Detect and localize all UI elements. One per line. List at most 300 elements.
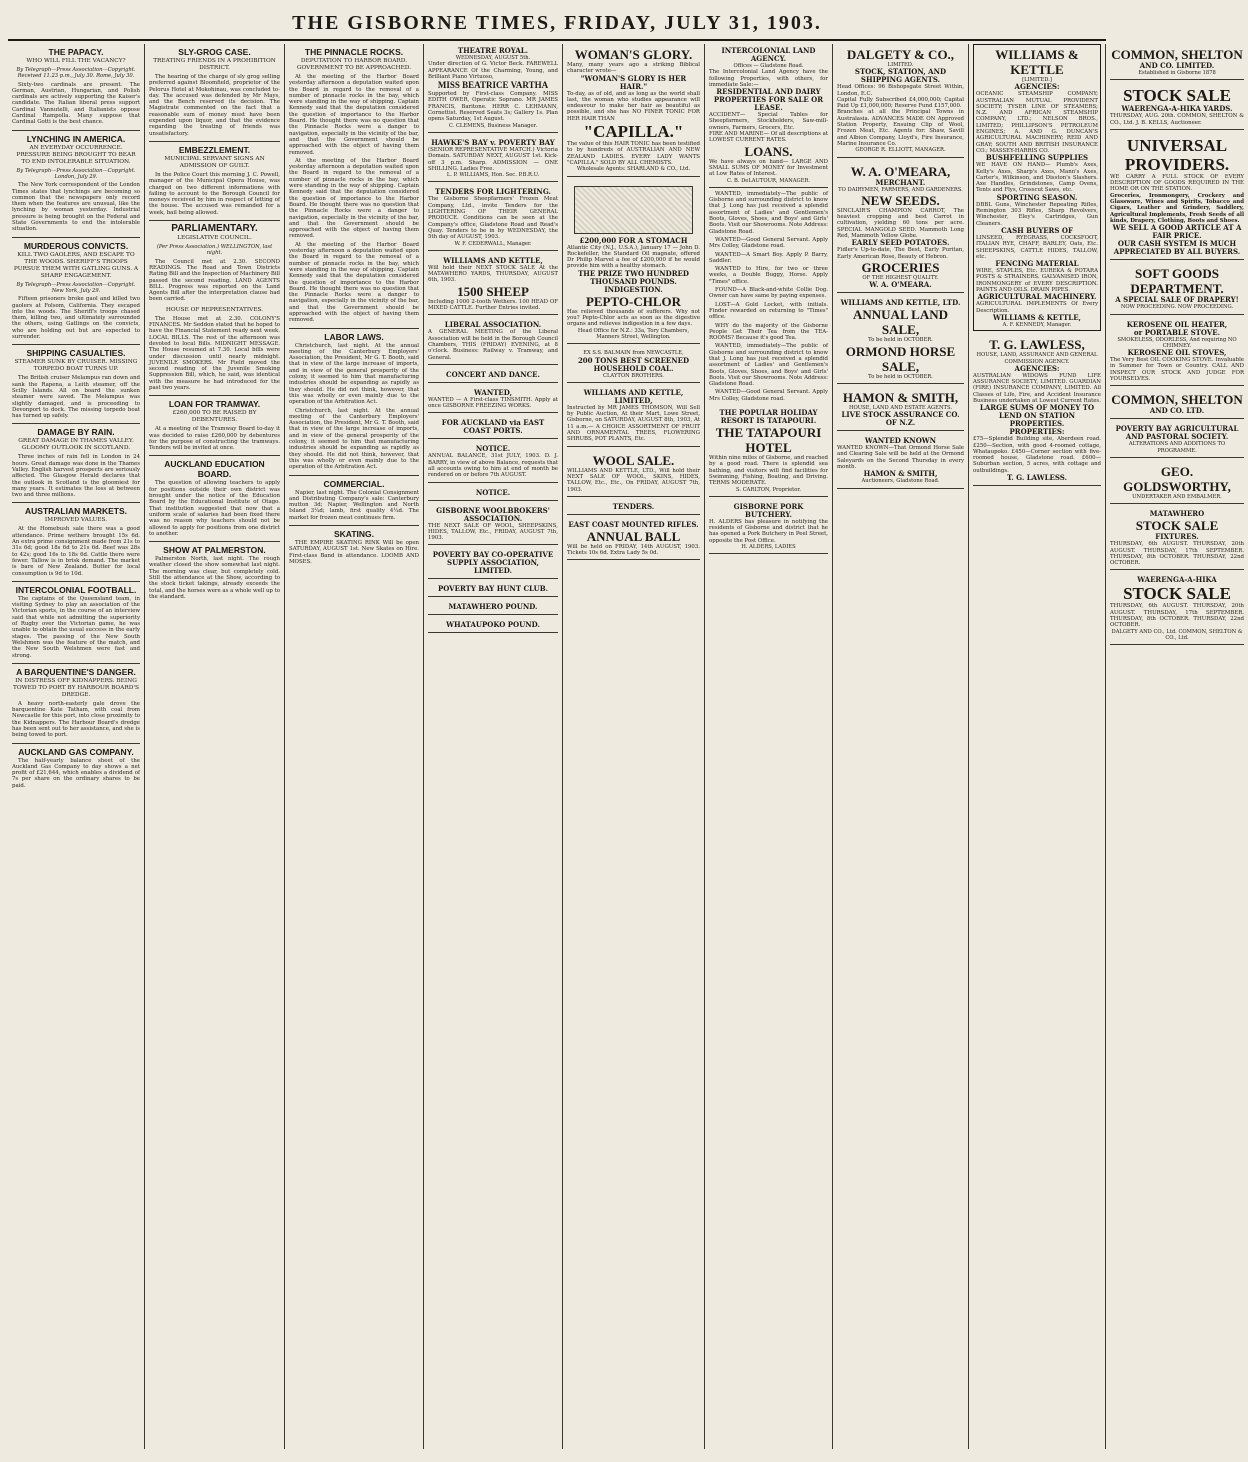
ad-office: Offices — Gladstone Road. (733, 63, 804, 69)
article-body: The half-yearly balance sheet of the Auckland Gas Company to day shows a net profit of £21,644, which enables a dividend of 7s per share on the ordinary shares to be paid. (12, 757, 140, 789)
ad-signature: GEORGE R. ELLIOTT, MANAGER. (855, 147, 946, 154)
headline: SKATING. (334, 529, 374, 539)
ad-body: Instructed by MR JAMES THOMSON, Will Sell by Public Auction, At their Mart, Lowe Street, Gisborne, on SATURDAY, AUGUST 8th, 1903, At 11 a.m.— A CHOICE ASSORTMENT OF FRUIT AND ORNAMENTAL TREES, FLOWERING SHRUBS, POT PLANTS, Etc. (567, 404, 700, 443)
ad-body: H. ALDERS has pleasure in notifying the residents of Gisborne and district that he has opened a Pork Butchery in Peel Street, opposite the Post Office. (709, 518, 828, 544)
article-body: The question of allowing teachers to apply for positions outside their own district was brought under the notice of the Education Board by the Educational Institute of Otago. That institution suggested that now that a uniform scale of salaries had been fixed there was no reason why teachers should not be allowed to apply for positions from one district to another. (149, 480, 280, 537)
ad-signature: H. ALDERS, LADIES (741, 544, 796, 551)
ad-date: WEDNESDAY, AUGUST 5th. (455, 55, 531, 61)
ad-coop (428, 548, 558, 579)
ad-heading: W. A. O'MEARA, (850, 163, 951, 179)
ad-signature: C. CLEMENS, Business Manager. (448, 122, 538, 129)
column-7 (833, 44, 969, 1449)
article-body: A heavy north-easterly gale drove the barquentine Kate Tatham, with coal from Newcastle for this port, into close proximity to the Kidnappers. The Harbour Board's dredge has been sent out to her assistance, and she is being towed to port. (12, 700, 140, 739)
ad-heading: EAST COAST MOUNTED RIFLES. (568, 519, 699, 529)
article-tramway (149, 399, 280, 451)
article-body: The Council met at 2.30. SECOND READINGS. The Road and Town Districts Rating Bill and the Inspection of Machinery Bill passed the second reading. LAND AGENTS BILL. Progress was reported on the Land Agents Bill after the interpretation clause had been carried. (149, 258, 280, 303)
ad-heading: UNIVERSAL PROVIDERS. (1124, 135, 1230, 174)
ad-body: £75—Splendid Building site, Aberdeen road. £250—Section, with good 4-roomed cottage, Whataupoko. £450—Corner section with five-roomed house, Gladstone road. £600—Suburban section, 5 acres, with cottage and outbuildings. (973, 436, 1101, 474)
column-2 (145, 44, 285, 1449)
ad-heading: FOR AUCKLAND via EAST COAST PORTS. (441, 418, 545, 436)
article-body: The New York correspondent of the London Times states that lynchings are becoming so common that the newspapers only record them when the features are unusual, like the lynching by woman yesterday. Industrial pressure is being brought on the Federal and State Governments to end the intolerable situation. (12, 182, 140, 233)
ad-body: WILLIAMS AND KETTLE, LTD., Will hold their NEXT SALE OF WOOL, SKINS, HIDES, TALLOW, Etc., Etc., On FRIDAY, AUGUST 7th, 1903. (567, 467, 700, 493)
ad-signature: L. P. WILLIAMS, Hon. Sec. P.B.R.U. (446, 172, 540, 179)
ad-body: ALTERATIONS AND ADDITIONS TO PROGRAMME. (1128, 441, 1226, 454)
ad-signature: W. F. CEDERWALL, Manager. (454, 240, 532, 247)
ad-body: ANNUAL BALANCE, 31st JULY, 1903. D. J. BARRY, in view of above Balance, requests that all accounts owing to him at end of month be rendered on or before 7th AUGUST. (428, 453, 558, 479)
ad-body: Atlantic City (N.J., U.S.A.), January 17 — John D. Rockefeller, the Standard Oil magnate, offered Dr Philip Marvel a fee of £200,000 if he would provide him with a healthy stomach. (567, 244, 700, 270)
ad-hamon-smith (837, 387, 964, 431)
ad-heading: WOMAN'S GLORY. (574, 47, 693, 62)
ad-body: THURSDAY, 6th AUGUST. THURSDAY, 20th AUGUST. THURSDAY, 17th SEPTEMBER. THURSDAY, 8th OCTOBER. THURSDAY, 22nd OCTOBER. (1110, 603, 1244, 629)
ad-body: THURSDAY, 6th AUGUST. THURSDAY, 20th AUGUST. THURSDAY, 17th SEPTEMBER. THURSDAY, 8th OCTOBER. THURSDAY, 22nd OCTOBER. (1110, 541, 1244, 567)
ad-body: LINSEED, RYEGRASS, COCKSFOOT, ITALIAN RYE, CHAFF, BARLEY, Oats, Etc. SHEEPSKINS, CATTLE HIDES, TALLOW, etc. (976, 234, 1098, 260)
article-body: Sixty-two cardinals are present. The German, Austrian, Hungarian, and Polish cardinals are actively supporting the Kaiser's candidate. The Italian liberal press support Cardinal Vannutelli, and Italianists oppose Cardinal Rampolla. Many suppose that Cardinal Gotti is the best chance. (12, 81, 140, 126)
ad-pbas (1110, 422, 1244, 458)
article-lynching (12, 134, 140, 233)
classifieds (709, 191, 828, 402)
classified: WANTED, immediately—The public of Gisborne and surrounding district to know that J. Long has just received a splendid assortment of Ladies' and Gentlemen's Boots, Gloves, Shoes, and Boys' and Girls' Boots. Visit our Showrooms. Note Address: Gladstone Road. (709, 343, 828, 388)
article-sly-grog (149, 47, 280, 137)
classified: WANTED—A Smart Boy. Apply P. Barry, Saddler. (709, 251, 828, 264)
classified: WANTED to Hire, for two or three weeks, a Double Buggy, Horse. Apply "Times" office. (709, 266, 828, 285)
ad-body: DBBL Guns, Winchester Repeating Rifles, Remington 303 Rifles, Sharp Revolvers, Winchester, Eley's Cartridges, Gun Cleaners. (976, 201, 1098, 227)
ad-body: AUSTRALIAN WIDOWS FUND LIFE ASSURANCE SOCIETY, LIMITED. GUARDIAN (FIRE) INSURANCE COMPANY, LIMITED. All Classes of Life, Fire, and Accident Insurance Business undertaken at Lowest Current Rates. (973, 372, 1101, 404)
ad-list: Groceries, Ironmongery, Crockery and Glassware, Wines and Spirits, Tobacco and Cigars, Leather and Grindery, Saddlery, Agricultural Implements, Fresh Seeds of all kinds, Drapery, Clothing, Boots and Shoes. (1110, 192, 1244, 224)
ad-big: 1500 SHEEP (457, 283, 529, 299)
ad-date: To be held in OCTOBER. (868, 337, 933, 344)
subheadline: GREAT DAMAGE IN THAMES VALLEY. GLOOMY OUTLOOK IN SCOTLAND. (18, 438, 134, 452)
ad-subheading: ORMOND HORSE SALE, (845, 343, 956, 374)
byline: (Per Press Association.) WELLINGTON, last night. (156, 244, 273, 257)
ad-omeara (837, 161, 964, 294)
ad-subheading: AGENCIES: (1014, 82, 1060, 92)
ad-goldsworthy (1110, 461, 1244, 504)
headline: LYNCHING IN AMERICA. (26, 133, 126, 144)
ad-signature: S. CARLTON, Proprietor. (736, 486, 801, 493)
ad-matawhero-sale (1110, 507, 1244, 570)
ad-coal (567, 347, 700, 383)
ad-subheading: AGRICULTURAL MACHINERY. (977, 292, 1097, 302)
ad-body: Fidler's Up-to-date, The Best, Early Puritan, Early American Rose, Beauty of Hebron. (837, 247, 964, 260)
ad-subheading: A SPECIAL SALE OF DRAPERY! (1115, 295, 1239, 305)
ad-signature: HAMON & SMITH, (863, 469, 938, 479)
subheadline: IMPROVED VALUES. (44, 517, 108, 524)
ad-heading: MATAWHERO POUND. (448, 602, 538, 612)
ad-notice-2 (428, 486, 558, 501)
article-show (149, 545, 280, 600)
ad-body: We have always on hand— LARGE AND SMALL SUMS OF MONEY for Investment at Low Rates of Interest. (709, 158, 828, 178)
ad-sub: OF THE HIGHEST QUALITY. (862, 274, 939, 281)
ad-heading: GISBORNE PORK BUTCHERY. (733, 501, 804, 519)
ad-established: Established in Gisborne 1878 (1138, 70, 1216, 76)
ad-slogan: OUR CASH SYSTEM IS MUCH APPRECIATED BY ALL BUYERS. (1113, 239, 1241, 257)
ad-agent: Head Office for N.Z.: 33a, Tory Chambers, Manners Street, Wellington. (577, 327, 690, 340)
ad-heading: THE TATAPOURI HOTEL (715, 425, 822, 456)
article-body: The British cruiser Melampus ran down and sank the Rapena, a Leith steamer, off the Scilly Islands. All on board the sunken steamer were saved. The Melampus was slightly damaged, and is proceeding to Devonport to dock. The missing torpedo boat has turned up safely. (12, 375, 140, 420)
ad-body: A GENERAL MEETING of the Liberal Association will be held in the Borough Council Chambers, THIS (FRIDAY) EVENING, at 8 o'clock. Business: Railway v. Tramway, and General. (428, 329, 558, 361)
article-papacy (12, 47, 140, 126)
classified: LOST—A Gold Locket, with initials. Finder rewarded on returning to "Times" office. (709, 301, 828, 321)
ad-subheading: ANNUAL LAND SALE, (853, 307, 948, 338)
ad-body: OCEANIC STEAMSHIP COMPANY; AUSTRALIAN MUTUAL PROVIDENT SOCIETY; TYSER LINE OF STEAMERS; N.Z. AND AFRICAN STEAMSHIP COMPANY, LTD.; NELSON BROS., LIMITED; PHILLIPSON'S PETROLEUM ENGINES; A. AND G. DUNCAN'S AGRICULTURAL MACHINERY; REID AND GRAY; SOUTH AND BRITISH INSURANCE CO.; MASSEY-HARRIS CO. (976, 91, 1098, 154)
ad-date: To be held in OCTOBER. (868, 373, 933, 380)
ad-universal (1110, 133, 1244, 260)
article-rain (12, 427, 140, 498)
ad-heading: GROCERIES (861, 259, 940, 275)
column-3 (285, 44, 424, 1449)
article-body: In the Police Court this morning J. C. Powell, manager of the Municipal Opera House, was charged on two different informations with failing to account to the Borough Council for moneys received by him in respect of letting of the house. The accused was remanded for a week, bail being allowed. (149, 171, 280, 216)
article-body: Christchurch, last night. At the annual meeting of the Canterbury Employers' Association, the President, Mr G. T. Booth, said that in view of the large increase of imports, and in view of the general prosperity of the colony, it seemed to him that manufacturing industries should be expanding as rapidly as they should. He did not think, however, that this was wholly or even mainly due to the operation of the Arbitration Act. (289, 407, 419, 471)
ad-body: WE HAVE ON HAND— Plumb's Axes, Kelly's Axes, Sharp's Axes, Mann's Axes, Carter's, Wilkinson, and Disston's Slashers. Axe Handles, Grindstones, Camp Ovens, Tents and Flys, Crosscut Saws, etc. (976, 162, 1098, 194)
article-markets (12, 506, 140, 576)
article-barquentine (12, 667, 140, 739)
ad-heading: KEROSENE OIL HEATER, (1126, 319, 1228, 329)
ad-wk-sales (837, 296, 964, 384)
ad-heading: WOOL SALE. (592, 452, 675, 468)
ad-signature: A. F. KENNEDY, Manager. (1002, 321, 1072, 328)
ad-subheading: FIXTURES. (1155, 532, 1199, 542)
ad-subheading: RESIDENTIAL AND DAIRY PROPERTIES FOR SALE OR LEASE. (713, 87, 824, 113)
article-pinnacle (289, 47, 419, 324)
classified: WANTED, immediately—The public of Gisborne and surrounding district to know that J. Long has just received a splendid assortment of Ladies' and Gentlemen's Boots, Gloves, Shoes, and Boys' and Girls' Boots. Visit our Showrooms. Note Address: Gladstone Road. (709, 190, 828, 235)
ad-subheading: LOANS. (744, 143, 793, 159)
article-body: Palmerston North, last night. The rough weather closed the show somewhat last night. The morning was clear, but completely cold. Still the attendance at the Show, according to the stock ticket takings, already exceeds the total, and the horses were as a whole well up to the standard. (149, 556, 280, 600)
ad-body: THE NEXT SALE OF WOOL, SHEEPSKINS, HIDES, TALLOW, Etc., FRIDAY, AUGUST 7th, 1903. (428, 522, 558, 542)
classified: FOUND—A Black-and-white Collie Dog. Owner can have same by paying expenses. (709, 287, 828, 300)
ad-heading: TENDERS. (612, 501, 655, 511)
article-shipping (12, 348, 140, 419)
ad-common-shelton-2 (1110, 389, 1244, 419)
ad-body: To-day, as of old, and as long as the world shall last, the woman who studies appearance will endeavour to make her hair as beautiful as possible, and she has NO FINER TONIC FOR HER HAIR THAN (567, 90, 700, 122)
ad-subheading: SPORTING SEASON. (996, 192, 1078, 202)
ad-heading: DALGETY & CO., (846, 47, 955, 62)
ad-signature: T. G. LAWLESS. (1006, 473, 1068, 483)
ad-body: Supported by First-class Company. MISS EDITH OWER, Operatic Soprano. MR JAMES FRANCIS, Baritone. HERR C. LEHMANN, Cornettist. Reserved Seats 3s; Gallery 1s. Plan opens Saturday, 1st August. (428, 91, 558, 123)
ad-waerenga-sale (1110, 573, 1244, 645)
article-body: The captains of the Queensland team, in visiting Sydney to play an association of the Victorian sports, in the course of an interview said that while not admitting the superiority of Rugby over the Victorian game, he was unable to obtain the usual success in the early stages. The passing of the New South Welshmen was the feature of the match, and the New South Welshmen were fast and strong. (12, 595, 140, 659)
ad-heading: THEATRE ROYAL. (457, 46, 529, 55)
ad-subheading: MERCHANT. (875, 177, 926, 187)
article-body: At the meeting of the Harbor Board yesterday afternoon a deputation waited upon the Board in regard to the removal of a number of pinnacle rocks in the bay, which were standing in the way of shipping. Captain Kennedy said that the deputation considered the question of importance to the Harbor Board. He thought there was no question that the Pinnacle Rocks were a danger to navigation, especially in the vicinity of the bar, and that the Government should be approached with the object of having them removed. (289, 157, 419, 240)
article-body: Christchurch, last night. At the annual meeting of the Canterbury Employers' Association, the President, Mr G. T. Booth, said that in view of the large increase of imports, and in view of the general prosperity of the colony, it seemed to him that manufacturing industries should be expanding as rapidly as they should. He did not think, however, that this was wholly or even mainly due to the operation of the Arbitration Act. (289, 342, 419, 406)
article-football (12, 585, 140, 659)
ad-capilla (567, 44, 700, 177)
ad-lightering (428, 185, 558, 250)
ad-signature: Auctioneers, Gladstone Road. (861, 478, 940, 485)
ad-sub: UNDERTAKER AND EMBALMER. (1132, 493, 1222, 500)
ad-football-match (428, 136, 558, 182)
article-house (149, 307, 280, 392)
ad-heading: POVERTY BAY HUNT CLUB. (437, 584, 549, 594)
ad-heading: KEROSENE OIL STOVES, (1127, 348, 1227, 358)
ad-body: Including 1000 2-tooth Wethers. 100 HEAD OF MIXED CATTLE. Further Entries invited. (428, 298, 558, 312)
ad-heading: WILLIAMS AND KETTLE, LTD. (840, 298, 961, 308)
ad-heading: POVERTY BAY CO-OPERATIVE SUPPLY ASSOCIATION, LIMITED. (432, 550, 554, 576)
ad-common-shelton (1110, 44, 1244, 80)
subheadline: HOUSE OF REPRESENTATIVES. (165, 306, 264, 313)
subheadline: LEGISLATIVE COUNCIL. (177, 235, 252, 242)
ad-heading: WHATAUPOKO POUND. (446, 620, 540, 630)
ad-dalgety (837, 44, 964, 158)
ad-body: SMOKELESS, ODORLESS, And requiring NO CHIMNEY. (1117, 336, 1237, 349)
ad-stock-sale (428, 254, 558, 315)
ad-heading: £200,000 FOR A STOMACH (579, 235, 688, 245)
article-embezzlement (149, 145, 280, 216)
subheadline: TREATING FRIENDS IN A PROHIBITION DISTRICT. (153, 58, 276, 71)
ad-subheading: INDIGESTION. (604, 284, 663, 294)
ad-sub: HOUSE, LAND AND ESTATE AGENTS. (849, 404, 952, 411)
ad-soft-goods (1110, 263, 1244, 314)
subheadline: IN DISTRESS OFF KIDNAPPERS. BEING TOWED TO PORT BY HARBOUR BOARD'S DREDGE. (13, 677, 139, 698)
ad-signature: W. A. O'MEARA. (869, 280, 932, 290)
ad-body: Will hold their NEXT STOCK SALE At the MATAWHERO YARDS, THURSDAY, AUGUST 6th, 1903. (428, 264, 558, 284)
ad-body: THURSDAY, AUG. 20th. COMMON, SHELTON & CO., Ltd. J. B. KELLS, Auctioneer. (1110, 113, 1244, 126)
ad-product: "CAPILLA." (583, 122, 684, 142)
ad-heading: COMMON, SHELTON (1111, 47, 1243, 62)
column-1 (8, 44, 145, 1449)
article-gas (12, 747, 140, 789)
subheadline: STEAMER SUNK BY CRUISER. MISSING TORPEDO BOAT TURNS UP. (14, 359, 138, 373)
ad-body: SINCLAIR'S CHAMPION CARROT, The heaviest cropping and best Carrot in cultivation, yielding 60 tons per acre. SPECIAL MANGOLD SEED. Mammoth Long Red, Mammoth Yellow Globe. (837, 207, 964, 240)
ad-heading: POVERTY BAY AGRICULTURAL AND PASTORAL SOCIETY. (1115, 424, 1239, 442)
ad-wool-sale (567, 450, 700, 497)
ad-body: WANTED — A First-class TINSMITH. Apply at once GISBORNE FREEZING WORKS. (428, 396, 558, 410)
ad-agent: Wholesale Agents: SHARLAND & CO., Ltd. (576, 166, 691, 173)
article-body: Fifteen prisoners broke gaol and killed two gaolers at Folsom, California. They escaped into the woods. The Sheriff's troops chased them, killing two, and ultimately surrounded the others, using Gatlings on the convicts, who are holding out but are expected to surrender. (12, 296, 140, 341)
byline: By Telegraph—Press Association—Copyright. Received 11.23 p.m., July 30. Rome, July 30. (16, 67, 136, 80)
ad-tatapouri (709, 406, 828, 497)
ad-sub: or PORTABLE STOVE. (1133, 327, 1221, 337)
column-5 (563, 44, 705, 1449)
ad-body: WANTED KNOWN—That Ormond Horse Sale and Clearing Sale will be held at the Ormond Saleyards on the Second Thursday in every month. (837, 445, 964, 471)
ad-auckland (428, 416, 558, 439)
masthead (8, 10, 1106, 41)
ad-subheading: CASH BUYERS OF (1001, 225, 1073, 235)
subheadline: £260,000 TO BE RAISED BY DEBENTURES. (172, 410, 257, 424)
ad-heading: STOCK SALE (1135, 518, 1219, 534)
ad-body: Capital Fully Subscribed £4,000,000; Capital Paid Up £1,000,000; Reserve Fund £157,000. (837, 96, 964, 110)
ad-heading: WILLIAMS AND KETTLE, (443, 255, 543, 265)
ad-heading: NEW SEEDS. (861, 192, 940, 208)
ad-theatre (428, 44, 558, 133)
headline: SHIPPING CASUALTIES. (26, 348, 126, 359)
ad-pork-butchery (709, 500, 828, 554)
headline: COMMERCIAL. (323, 478, 385, 489)
ad-heading: INTERCOLONIAL LAND AGENCY. (721, 46, 816, 63)
ad-subheading: THE POPULAR HOLIDAY RESORT IS TATAPOURI. (719, 408, 818, 426)
article-commercial (289, 479, 419, 521)
ad-rifles (567, 518, 700, 561)
ad-product: PEPTO-CHLOR (585, 293, 682, 309)
ad-sub: AND CO. LIMITED. (1139, 61, 1215, 70)
subheadline: WHO WILL FILL THE VACANCY? (26, 58, 126, 64)
headline: A BARQUENTINE'S DANGER. (16, 666, 136, 677)
subheadline: MUNICIPAL SERVANT SIGNS AN ADMISSION OF GUILT. (164, 155, 265, 169)
ad-quote: "WOMAN'S GLORY IS HER HAIR." (580, 73, 687, 91)
ad-heading: STOCK SALE (1123, 86, 1231, 106)
ad-heading: HAMON & SMITH, (842, 389, 959, 405)
ad-heading: LIBERAL ASSOCIATION. (444, 320, 542, 330)
article-skating (289, 529, 419, 565)
headline: SHOW AT PALMERSTON. (163, 545, 266, 556)
ad-body: Many, many years ago a striking Biblical character wrote— (567, 62, 700, 75)
article-body: Napier, last night. The Colonial Consignment and Distributing Company's sale: Canterbury mutton 3d; Napier, Wellington and North Island 3¼d; lamb, first quality 4¼d. The market for frozen meat continues firm. (289, 489, 419, 521)
article-body: The hearing of the charge of sly grog selling preferred against Bloomfield, proprietor of the Pelorus Hotel at Mokohinau, was concluded to-day. The accused was defended by Mr Mays, and the Bench reserved its decision. The Magistrate commented on the fact that a reasonable sum of money must have been expended upon liquor, and that the evidence regarding the treating of friends was unsatisfactory. (149, 74, 280, 137)
ad-subheading: FENCING MATERIAL (995, 259, 1079, 269)
article-body: At the meeting of the Harbor Board yesterday afternoon a deputation waited upon the Board in regard to the removal of a number of pinnacle rocks in the bay, which were standing in the way of shipping. Captain Kennedy said that the deputation considered the question of importance to the Harbor Board. He thought there was no question that the Pinnacle Rocks were a danger to navigation, especially in the vicinity of the bar, and that the Government should be approached with the object of having them removed. (289, 241, 419, 324)
headline: EMBEZZLEMENT. (178, 144, 251, 155)
ad-body: FIRE AND MARINE— Of all descriptions at LOWEST CURRENT RATES. (709, 131, 828, 144)
column-4 (424, 44, 563, 1449)
ad-lawless (973, 334, 1101, 486)
ad-body: The Very Best OIL COOKING STOVE. Invaluable in Summer for Town or Country. CALL AND INSPECT OUR STOCK AND JUDGE FOR YOURSELVES. (1110, 357, 1244, 383)
ad-subheading: STOCK, STATION, AND SHIPPING AGENTS. (854, 67, 947, 85)
ad-stock-sale-2 (1110, 83, 1244, 130)
ad-heading: WILLIAMS & KETTLE (995, 47, 1079, 77)
article-body: At a meeting of the Tramway Board to-day it was decided to raise £260,000 by debentures for the purpose of constructing the tramways. Tenders will be invited at once. (149, 426, 280, 452)
ad-body: (SENIOR REPRESENTATIVE MATCH.) Victoria Domain. SATURDAY NEXT, AUGUST 1st. Kick-off 3 p.m. Sharp. ADMISSION — ONE SHILLING. Ladies Free. (428, 146, 558, 172)
ad-subheading: AGENCIES: (1014, 363, 1060, 373)
headline: THE PAPACY. (48, 47, 104, 57)
byline: By Telegraph—Press Association—Copyright. New York, July 29. (16, 281, 136, 294)
ad-heading: STOCK SALE (1123, 584, 1231, 604)
article-body: The House met at 2.30. COLONY'S FINANCES. Mr Seddon stated that he hoped to have the Financial Statement ready next week. LOCAL BILLS. The rest of the afternoon was devoted to local Bills. MIDNIGHT MESSAGE. The House resumed at 7.30. Local bills were under discussion until nearly midnight. JUVENILE SMOKERS. Mr Field moved the second reading of the Juvenile Smoking Suppression Bill, which, he said, was identical with the measure he had introduced for the past two years. (149, 315, 280, 391)
headline: LOAN FOR TRAMWAY. (168, 399, 261, 410)
subheadline: AN EVERYDAY OCCURRENCE. PRESSURE BEING BROUGHT TO BEAR TO END INTOLERABLE SITUATION. (16, 144, 136, 165)
ad-tagline: TO DAIRYMEN, FARMERS, AND GARDENERS. (838, 186, 963, 193)
column-6 (705, 44, 833, 1449)
ad-plants (567, 386, 700, 447)
article-convicts (12, 241, 140, 341)
ad-place: WAERENGA-A-HIKA (1137, 575, 1217, 585)
ad-big: ANNUAL BALL (586, 528, 681, 544)
column-8 (969, 44, 1106, 1449)
ad-kerosene (1110, 318, 1244, 387)
ad-stomach (567, 180, 700, 345)
ad-heading: NOTICE. (475, 487, 511, 497)
ad-signature: C. B. DeLAUTOUR, MANAGER. (726, 177, 811, 184)
classified: WANTED—Good General Servant. Apply Mrs Colley, Gladstone road. (709, 389, 828, 402)
ad-body: Under direction of G. Victor Beck. FAREWELL APPEARANCE Of the Charming, Young, and Brilliant Piano Virtuoso, (428, 61, 558, 80)
ad-body: WIRE, STAPLES, Etc. EUREKA & POTARA POSTS & STRAINERS. GALVANISED IRON, IRONMONGERY of EVERY DESCRIPTION. PAINTS AND OILS. DRAIN PIPES. (976, 268, 1098, 294)
ad-subheading: EX S.S. BALMAIN from NEWCASTLE, (583, 350, 684, 357)
ad-subheading: BUSHFELLING SUPPLIES (985, 153, 1089, 163)
ad-body: The Gisborne Sheepfarmers' Frozen Meat Company, Ltd., invite Tenders for the LIGHTERING OF THEIR GENERAL PRODUCE. Conditions can be seen at the Company's office, Gladstone Road and Read's Quay. Tenders to be in by WEDNESDAY, the 5th day of AUGUST, 1903. (428, 196, 558, 241)
ad-notice (428, 442, 558, 482)
article-body: At the meeting of the Harbor Board yesterday afternoon a deputation waited upon the Board in regard to the removal of a number of pinnacle rocks in the bay, which were standing in the way of shipping. Captain Kennedy said that the deputation considered the question of importance to the Harbor Board. He thought there was no question that the Pinnacle Rocks were a danger to navigation, especially in the vicinity of the bar, and that the Government should be approached with the object of having them removed. (289, 74, 419, 156)
ad-place: MATAWHERO (1149, 509, 1205, 519)
subheadline: DEPUTATION TO HARBOR BOARD. GOVERNMENT TO BE APPROACHED. (296, 58, 412, 71)
ad-heading: WANTED KNOWN (864, 436, 937, 446)
ad-star: MISS BEATRICE VARTHA (437, 80, 549, 91)
ad-concert (428, 368, 558, 383)
classified: WHY do the majority of the Gisborne People Get Their Tea from the TEA-ROOMS? Because it's good Tea. (709, 322, 828, 342)
ad-sub: LIMITED. (887, 62, 914, 68)
byline: By Telegraph—Press Association—Copyright. London, July 29. (16, 167, 136, 180)
stomach-illustration (574, 186, 694, 234)
ad-pound-2 (428, 618, 558, 633)
headline: AUCKLAND GAS COMPANY. (18, 746, 134, 757)
ad-body: ACCIDENT— Special Tables for Sheepfarmers, Stockholders, Saw-mill-owners, Farmers, Grocers, Etc. (709, 112, 828, 131)
headline: SLY-GROG CASE. (178, 47, 251, 57)
ad-subheading: PROPERTIES: (1009, 427, 1065, 437)
headline: LABOR LAWS. (324, 331, 384, 342)
ad-body: WE CARRY A FULL STOCK OF EVERY DESCRIPTION OF GOODS REQUIRED IN THE HOME OR ON THE STATION. (1110, 173, 1244, 193)
headline: MURDEROUS CONVICTS. (23, 240, 129, 251)
ad-body: Within nine miles of Gisborne, and reached by a good road. There is splendid sea bathing, and visitors will find facilities for Swimming, Fishing, Boating, and Driving. TERMS MODERATE. (709, 455, 828, 487)
ad-woolbrokers (428, 504, 558, 546)
ad-liberal (428, 318, 558, 364)
ad-heading: TENDERS FOR LIGHTERING. (435, 187, 551, 197)
ad-heading: WILLIAMS AND KETTLE, LIMITED, (583, 387, 684, 405)
article-education (149, 459, 280, 537)
ad-body: The value of this HAIR TONIC has been testified to by hundreds of AUSTRALIAN AND NEW ZEALAND LADIES. EVERY LADY WANTS "CAPILLA." SOLD BY ALL CHEMISTS. (567, 141, 700, 166)
ad-place: WAERENGA-A-HIKA YARDS. (1121, 104, 1233, 114)
columns (8, 44, 1244, 1449)
ad-heading: GISBORNE WOOLBROKERS' ASSOCIATION. (436, 505, 550, 523)
ad-heading: HAWKE'S BAY v. POVERTY BAY (431, 137, 555, 147)
ad-heading: SOFT GOODS DEPARTMENT. (1130, 266, 1224, 297)
ad-body: Will be held on FRIDAY, 14th AUGUST, 1903. Tickets 10s 6d. Extra Lady 5s 0d. (567, 543, 700, 557)
ad-body: Branches at all the Principal Towns in Australasia. ADVANCES MADE ON Approved Station Property, Ensuing Clip of Wool, Frozen Meat, Etc. Agents for: Shaw, Savill and Albion Company, Lloyd's, Fire Insurance, Marine Insurance Co. (837, 109, 964, 147)
column-9 (1106, 44, 1248, 1449)
article-parliamentary (149, 224, 280, 303)
ad-subheading: LIVE STOCK ASSURANCE CO. OF N.Z. (841, 410, 960, 428)
ad-signature: CLAYTON BROTHERS. (603, 372, 664, 379)
ad-slogan: WE SELL A GOOD ARTICLE AT A FAIR PRICE. (1112, 223, 1242, 241)
ad-subheading: LARGE SUMS OF MONEY TO LEND ON STATION PROPERTIES. (979, 403, 1095, 429)
ad-sub: [LIMITED.] (1022, 77, 1052, 83)
ad-body: AGRICULTURAL IMPLEMENTS Of Every Description. (976, 301, 1098, 314)
headline: AUCKLAND EDUCATION BOARD. (164, 459, 265, 480)
article-body: THE EMPIRE SKATING RINK Will be open SATURDAY, AUGUST 1st. New Skates on Hire. First-class Band in attendance. LOOMB AND MOSES. (289, 540, 419, 565)
ad-heading: CONCERT AND DANCE. (446, 369, 540, 379)
ad-heading: GEO. GOLDSWORTHY, (1123, 463, 1231, 494)
ad-pound (428, 600, 558, 615)
ad-hunt (428, 582, 558, 597)
ad-body: The Intercolonial Land Agency have the following Properties, with others, for immediate Sale:— (709, 69, 828, 88)
ad-heading: 200 TONS BEST SCREENED HOUSEHOLD COAL. (577, 355, 690, 373)
headline: THE PINNACLE ROCKS. (304, 47, 404, 57)
ad-body: Has relieved thousands of sufferers. Why not you? Pepto-Chlor acts as soon as the digestive organs and relieves indigestion in a few days. (567, 308, 700, 328)
ad-wanted (428, 386, 558, 414)
ad-heading: COMMON, SHELTON (1111, 392, 1243, 408)
page-title: THE GISBORNE TIMES, FRIDAY, JULY 31, 1903. (292, 12, 822, 34)
ad-heading: T. G. LAWLESS, (989, 337, 1085, 353)
ad-heading: WANTED, (473, 387, 513, 397)
ad-sub: AND CO. LTD. (1149, 406, 1205, 416)
ad-wk-agencies (973, 44, 1101, 331)
ad-heading: NOTICE. (475, 444, 511, 454)
ad-sub: HOUSE, LAND, ASSURANCE AND GENERAL COMMISSION AGENCY. (976, 352, 1098, 365)
headline: DAMAGE BY RAIN. (37, 427, 115, 438)
ad-tenders (567, 500, 700, 515)
subheadline: KILL TWO GAOLERS, AND ESCAPE TO THE WOODS. SHERIFF'S TROOPS PURSUE THEM WITH GATLING GUNS. A SHARP ENGAGEMENT. (13, 251, 139, 279)
ad-body: NOW PROCEEDING. NOW PROCEEDING. (1120, 304, 1234, 311)
headline: PARLIAMENTARY. (171, 223, 258, 235)
headline: AUSTRALIAN MARKETS. (25, 506, 127, 517)
headline: INTERCOLONIAL FOOTBALL. (15, 584, 137, 595)
ad-heading: WILLIAMS & KETTLE, (993, 312, 1081, 322)
ad-subheading: EARLY SEED POTATOES. (851, 238, 950, 248)
ad-intercolonial (709, 44, 828, 188)
article-body: At the Homebush sale there was a good attendance. Prime wethers brought 15s 6d. An extra prime consignment made from 21s to 31s 6d; good 18s 6d to 21s 6d. Beef was 28s to 42s; good 16s to 18s 6d. Cattle there were fewer. Tallow is in brisk demand. The market is bare of New Zealand. Butter for local consumption is 9d to 10d. (12, 526, 140, 577)
ad-body: Head Offices: 96 Bishopsgate Street Within, London, E.C. (837, 84, 964, 97)
ad-signature: DALGETY AND CO., Ltd. COMMON, SHELTON & CO., Ltd. (1111, 628, 1243, 641)
classified: WANTED—Good General Servant. Apply Mrs Colley, Gladstone road. (709, 236, 828, 250)
ad-subheading: THE PRIZE TWO HUNDRED THOUSAND POUNDS. (578, 268, 689, 286)
ad-wanted-known (837, 434, 964, 488)
